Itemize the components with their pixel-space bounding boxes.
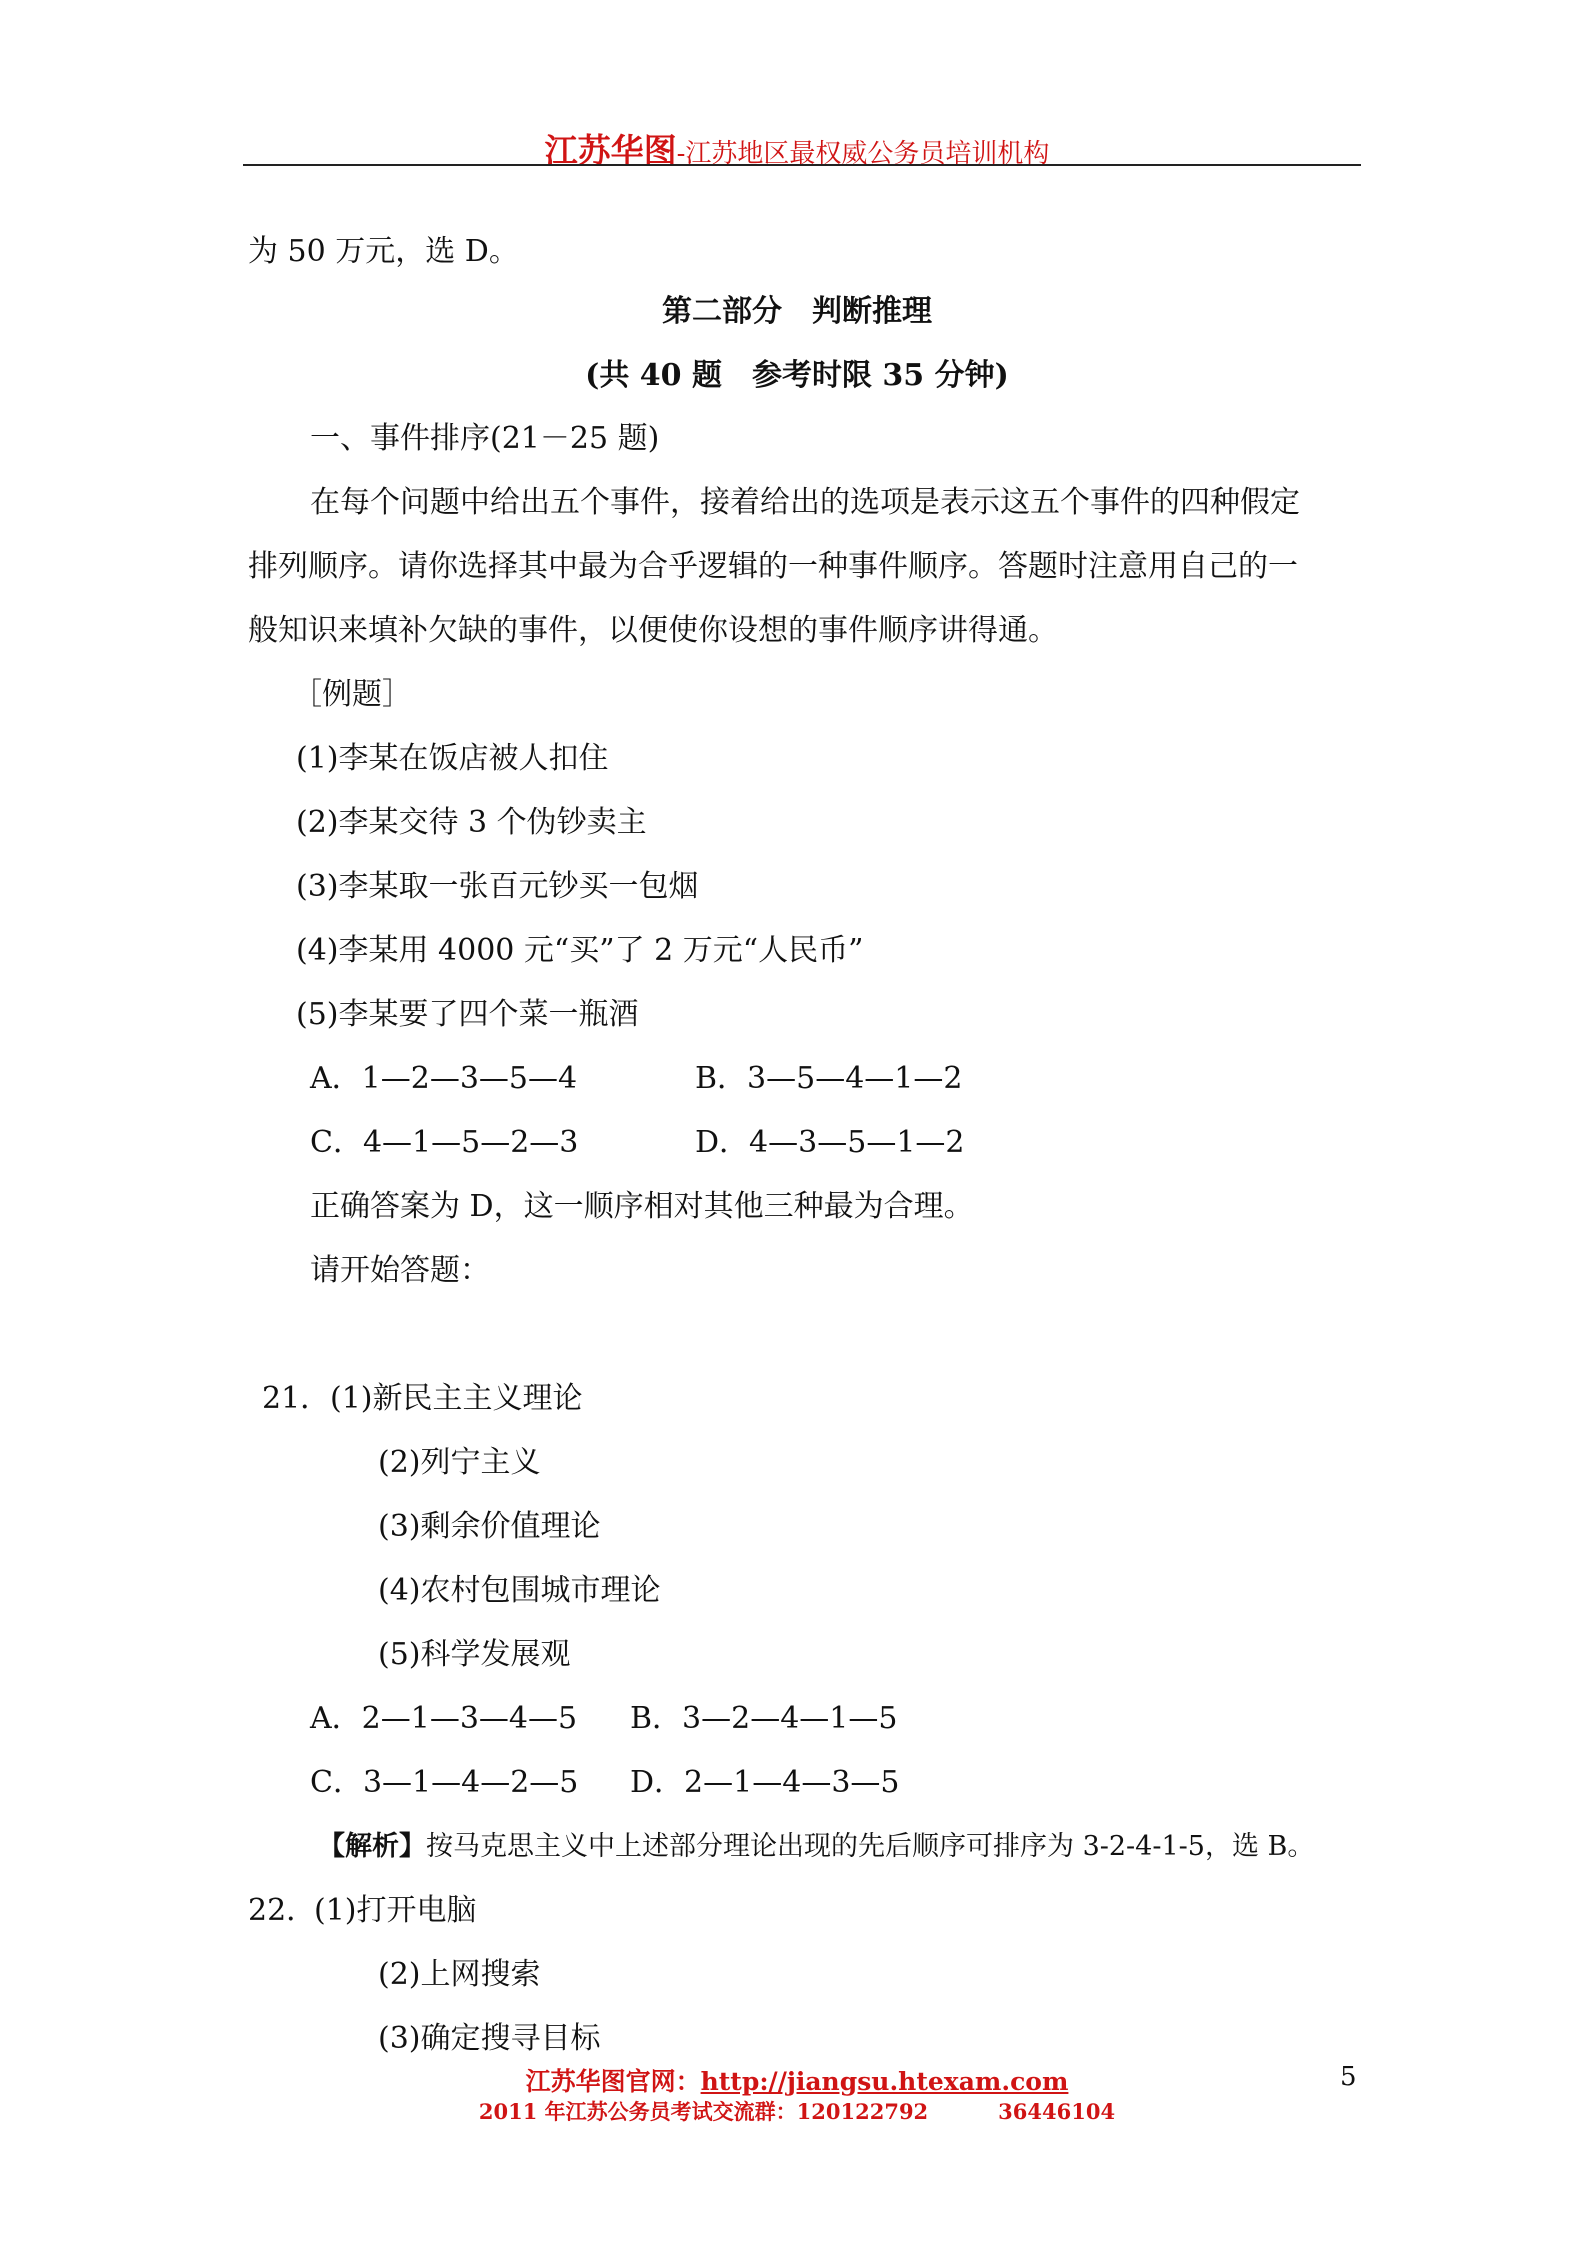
question-22-number: 22．: [248, 1893, 317, 1928]
instructions-line-1: 在每个问题中给出五个事件，接着给出的选项是表示这五个事件的四种假定: [310, 485, 1300, 520]
analysis-label: 【解析】: [318, 1831, 426, 1862]
example-option-a: A．1—2—3—5—4: [310, 1061, 578, 1096]
header-tagline: -江苏地区最权威公务员培训机构: [676, 139, 1050, 169]
q21-option-c: C．3—1—4—2—5: [310, 1765, 579, 1800]
example-label: ［例题］: [292, 677, 412, 712]
example-option-c: C．4—1—5—2—3: [310, 1125, 579, 1160]
q21-analysis: [318, 1824, 1314, 1863]
carry-over-text: 为 50 万元，选 D。: [248, 234, 519, 269]
footer-site-link[interactable]: http://jiangsu.htexam.com: [700, 2067, 1069, 2096]
q21-option-b: B．3—2—4—1—5: [630, 1701, 898, 1736]
q21-event-3: (3)剩余价值理论: [378, 1509, 601, 1544]
footer-group-number: 36446104: [998, 2099, 1116, 2124]
footer-group: [0, 2096, 1594, 2126]
footer-group-label: 2011 年江苏公务员考试交流群：120122792: [478, 2099, 929, 2124]
example-event-4: (4)李某用 4000 元“买”了 2 万元“人民币”: [296, 933, 864, 968]
part-subtitle: (共 40 题 参考时限 35 分钟): [585, 358, 1009, 393]
q21-event-1: (1)新民主主义理论: [330, 1381, 583, 1416]
example-event-1: (1)李某在饭店被人扣住: [296, 741, 609, 776]
part-title: 第二部分 判断推理: [662, 294, 932, 329]
example-event-5: (5)李某要了四个菜一瓶酒: [296, 997, 639, 1032]
example-answer: 正确答案为 D，这一顺序相对其他三种最为合理。: [310, 1189, 974, 1224]
q21-event-5: (5)科学发展观: [378, 1637, 571, 1672]
footer-site-label: 江苏华图官网：: [525, 2067, 701, 2096]
question-21-number: 21．: [262, 1381, 331, 1416]
q21-event-2: (2)列宁主义: [378, 1445, 541, 1480]
instructions-line-2: 排列顺序。请你选择其中最为合乎逻辑的一种事件顺序。答题时注意用自己的一: [248, 549, 1298, 584]
header-brand: 江苏华图: [544, 131, 677, 170]
begin-prompt: 请开始答题：: [310, 1253, 490, 1288]
example-event-3: (3)李某取一张百元钞买一包烟: [296, 869, 699, 904]
section-title: 一、事件排序(21－25 题): [310, 421, 660, 456]
q21-option-d: D．2—1—4—3—5: [630, 1765, 900, 1800]
q22-event-1: (1)打开电脑: [314, 1893, 477, 1928]
q21-event-4: (4)农村包围城市理论: [378, 1573, 661, 1608]
example-event-2: (2)李某交待 3 个伪钞卖主: [296, 805, 647, 840]
q21-option-a: A．2—1—3—4—5: [310, 1701, 578, 1736]
page-number: 5: [1340, 2062, 1357, 2092]
instructions-line-3: 般知识来填补欠缺的事件，以便使你设想的事件顺序讲得通。: [248, 613, 1058, 648]
q22-event-2: (2)上网搜索: [378, 1957, 541, 1992]
analysis-text: 按马克思主义中上述部分理论出现的先后顺序可排序为 3-2-4-1-5，选 B。: [426, 1831, 1315, 1862]
example-option-d: D．4—3—5—1—2: [695, 1125, 965, 1160]
q22-event-3: (3)确定搜寻目标: [378, 2021, 601, 2056]
example-option-b: B．3—5—4—1—2: [695, 1061, 963, 1096]
header-divider: [243, 164, 1361, 166]
